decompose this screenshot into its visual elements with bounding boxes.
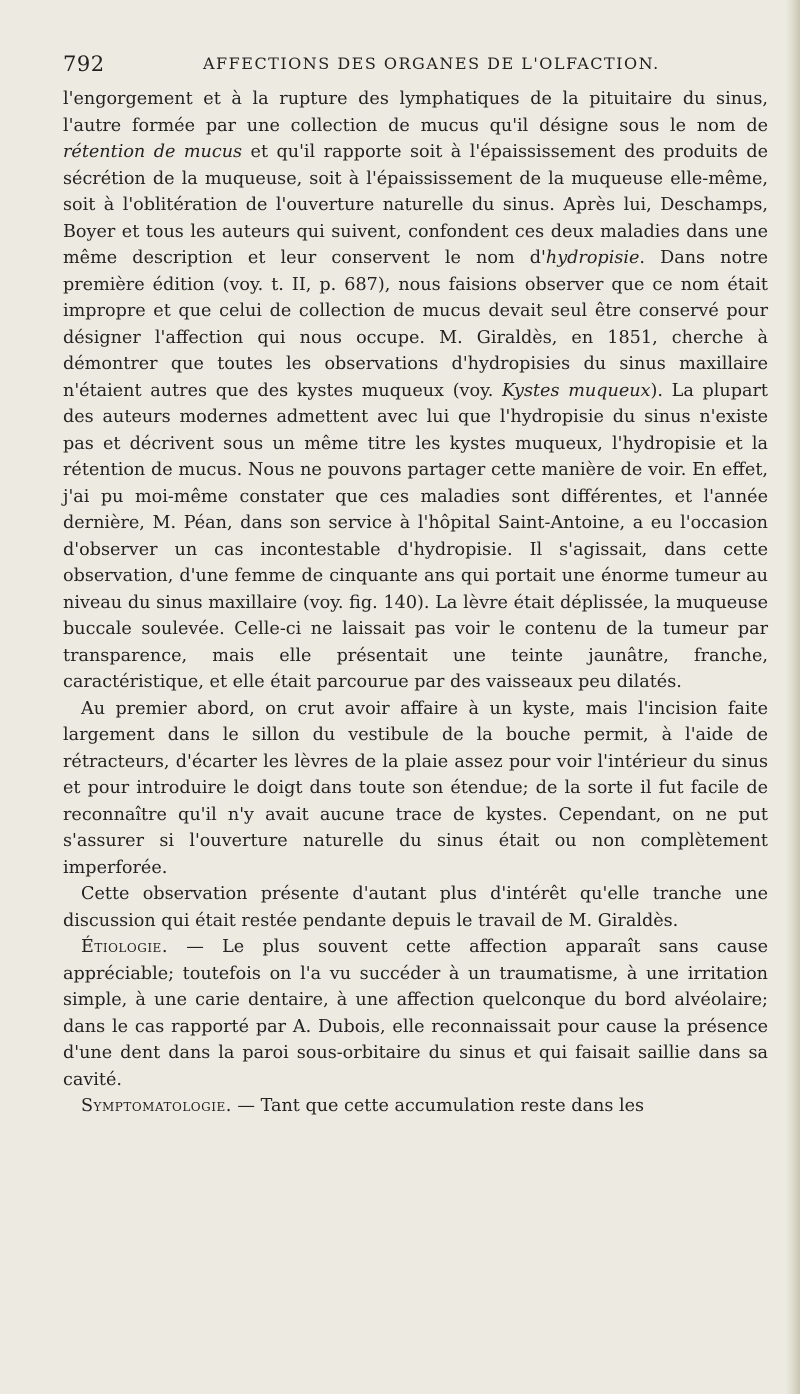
text-run: ). La plupart des auteurs modernes admettent avec lui que l'hydropisie du sinus n'existe pas et décrivent sous un même titre les kystes muqueux, l'hydropisie et la rétention de mucus. Nous ne pouvons partager cette manière de voir. En effet, j'ai pu moi-même constater que ces maladies sont différentes, et l'année dernière, M. Péan, dans son service à l'hôpital Saint-Antoine, a eu l'occasion d'observer un cas incontestable d'hydropisie. Il s'agissait, dans cette observation, d'une femme de cinquante ans qui portait une énorme tumeur au niveau du sinus maxillaire (voy. fig. 140). La lèvre était déplissée, la muqueuse buccale soulevée. Celle-ci ne laissait pas voir le contenu de la tumeur par transparence, mais elle présentait une teinte jaunâtre, franche, caractéristique, et elle était parcourue par des vaisseaux peu dilatés. (63, 380, 768, 692)
section-heading-symptomatologie: Symptomatologie. (81, 1096, 232, 1116)
running-title: AFFECTIONS DES ORGANES DE L'OLFACTION. (203, 54, 660, 73)
text-run: l'engorgement et à la rupture des lymphatiques de la pituitaire du sinus, l'autre formée par une collection de mucus qu'il désigne sous le nom de (63, 89, 768, 136)
running-header (63, 52, 763, 82)
italic-term: hydropisie (545, 248, 640, 268)
body-text (63, 86, 768, 1120)
section-heading-etiologie: Étiologie. (81, 937, 168, 957)
text-run: — Tant que cette accumulation reste dans les (231, 1096, 645, 1116)
paragraph: Au premier abord, on crut avoir affaire à un kyste, mais l'incision faite largement dans le sillon du vestibule de la bouche permit, à l'aide de rétracteurs, d'écarter les lèvres de la plaie assez pour voir l'intérieur du sinus et pour introduire le doigt dans toute son étendue; de la sorte il fut facile de reconnaître qu'il n'y avait aucune trace de kystes. Cependant, on ne put s'assurer si l'ouverture naturelle du sinus était ou non complètement imperforée. (63, 698, 768, 878)
page-number: 792 (63, 52, 105, 76)
text-run: — Le plus souvent cette affection apparaît sans cause appréciable; toutefois on l'a vu succéder à un traumatisme, à une irritation simple, à une carie dentaire, à une affection quelconque du bord alvéolaire; dans le cas rapporté par A. Dubois, elle reconnaissait pour cause la présence d'une dent dans la paroi sous-orbitaire du sinus et qui faisait saillie dans sa cavité. (63, 937, 768, 1090)
paragraph-symptomatologie (63, 1093, 768, 1120)
text-run: et qu'il rapporte soit à l'épaississement des produits de sécrétion de la muqueuse, soit à l'épaississement de la muqueuse elle-même, soit à l'oblitération de l'ouverture naturelle du sinus. Après lui, Deschamps, Boyer et tous les auteurs qui suivent, confondent ces deux maladies dans une même description et leur conservent le nom d' (63, 142, 768, 268)
paragraph-etiologie (63, 934, 768, 1093)
paragraph-continuation (63, 86, 768, 696)
text-run: . Dans notre première édition (voy. t. II, p. 687), nous faisions observer que ce nom était impropre et que celui de collection de mucus devait seul être conservé pour désigner l'affection qui nous occupe. M. Giraldès, en 1851, cherche à démontrer que toutes les observations d'hydropisies du sinus maxillaire n'étaient autres que des kystes muqueux (voy. (63, 248, 768, 401)
italic-term: Kystes muqueux (502, 380, 651, 401)
page-edge-shadow (786, 0, 800, 1394)
paragraph: Cette observation présente d'autant plus d'intérêt qu'elle tranche une discussion qui était restée pendante depuis le travail de M. Giraldès. (63, 884, 768, 931)
italic-term: rétention de mucus (63, 142, 243, 162)
